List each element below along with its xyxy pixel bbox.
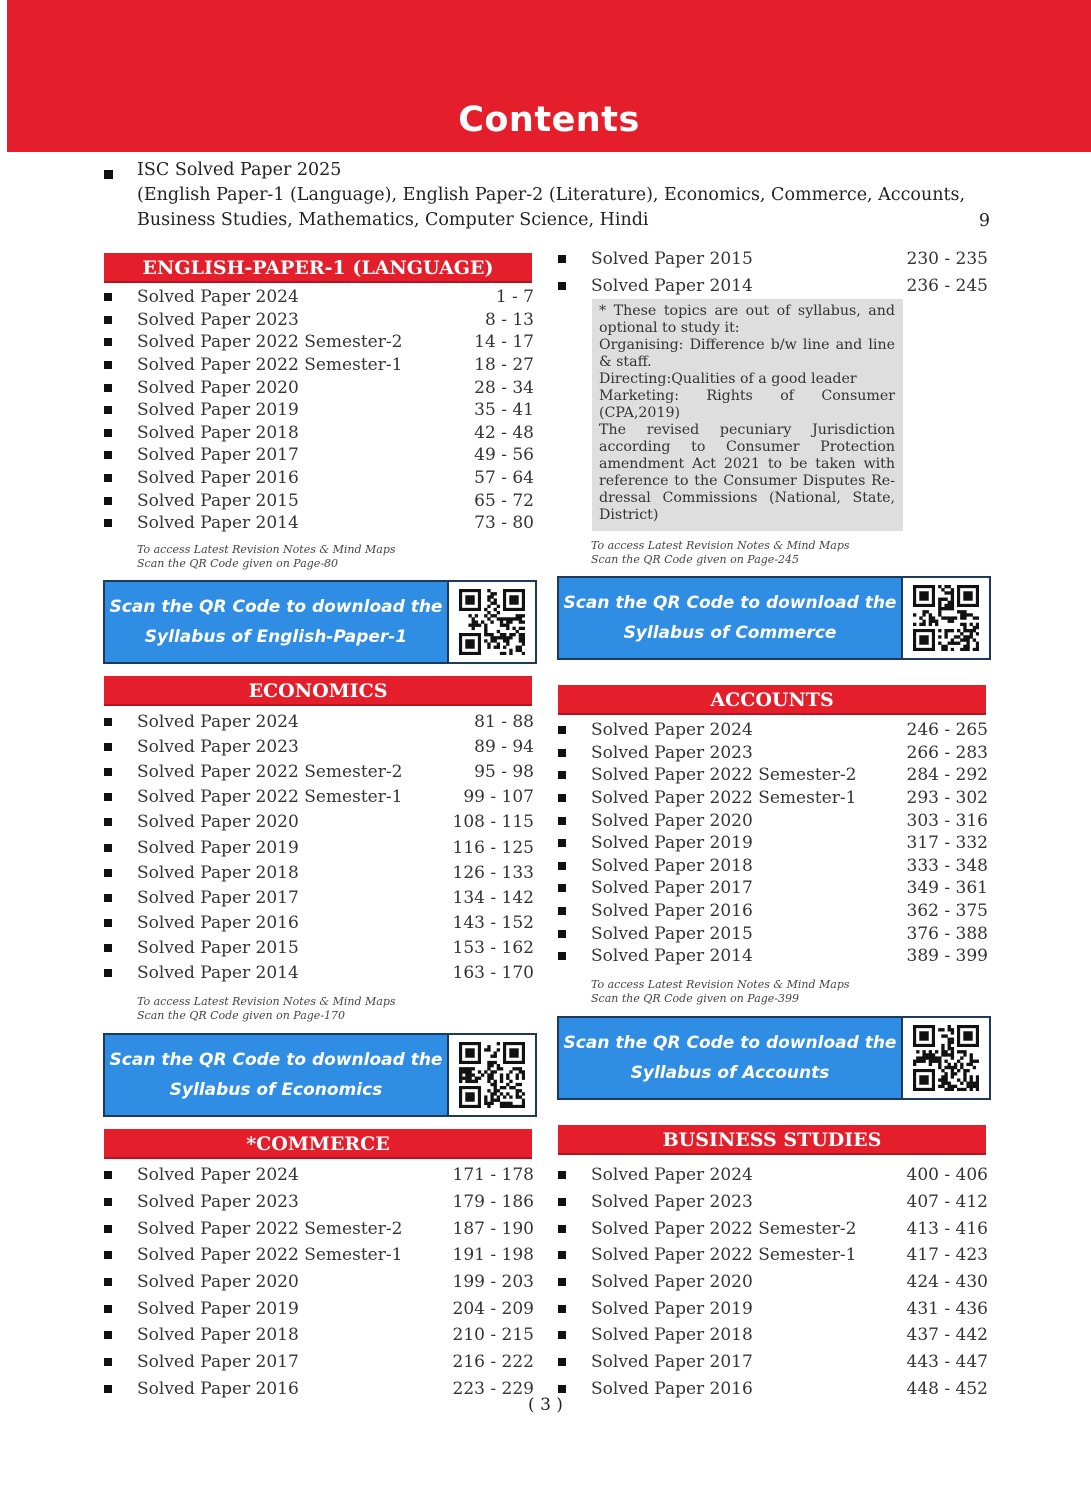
list-item[interactable] bbox=[104, 444, 536, 467]
qr-text-line-1: Scan the QR Code to download the bbox=[109, 1050, 443, 1070]
item-label: Solved Paper 2018 bbox=[137, 1325, 299, 1346]
item-label: Solved Paper 2022 Semester-2 bbox=[591, 765, 857, 786]
list-item[interactable] bbox=[104, 1322, 536, 1349]
bullet-icon bbox=[104, 1305, 112, 1313]
list-item[interactable] bbox=[558, 742, 990, 765]
footnote-line: Organising: Difference b/w line and line & staff. bbox=[599, 337, 895, 370]
bullet-icon bbox=[104, 944, 112, 952]
bullet-icon bbox=[558, 952, 566, 960]
bullet-icon bbox=[104, 316, 112, 324]
page-range: 413 - 416 bbox=[906, 1218, 988, 1239]
bullet-icon bbox=[104, 1198, 112, 1206]
page-range: 230 - 235 bbox=[906, 248, 988, 269]
list-item[interactable] bbox=[104, 512, 536, 535]
page-range: 8 - 13 bbox=[485, 309, 534, 330]
list-item[interactable] bbox=[104, 1269, 536, 1296]
item-label: Solved Paper 2023 bbox=[591, 1192, 753, 1213]
page-range: 163 - 170 bbox=[452, 963, 534, 984]
qr-text-line-2: Syllabus of Commerce bbox=[623, 623, 837, 643]
bullet-icon bbox=[104, 170, 113, 179]
item-label: Solved Paper 2024 bbox=[137, 711, 299, 732]
page-range: 303 - 316 bbox=[906, 810, 988, 831]
page-range: 1 - 7 bbox=[495, 287, 534, 308]
footnote-line: The revised pecuniary Jurisdiction according to Consumer Protection amendment Act 2021 to be taken with reference to the Consumer Disputes Re-dressal Commissions (National, State, District) bbox=[599, 422, 895, 523]
item-label: Solved Paper 2023 bbox=[137, 736, 299, 757]
list-commerce-continued bbox=[558, 245, 990, 299]
page-range: 99 - 107 bbox=[463, 787, 534, 808]
qr-banner-english[interactable] bbox=[103, 580, 537, 664]
page-range: 116 - 125 bbox=[452, 837, 534, 858]
item-label: Solved Paper 2015 bbox=[591, 248, 753, 269]
item-label: Solved Paper 2016 bbox=[137, 1378, 299, 1399]
item-label: Solved Paper 2014 bbox=[137, 513, 299, 534]
bullet-icon bbox=[104, 818, 112, 826]
qr-banner-commerce[interactable] bbox=[557, 576, 991, 660]
intro-line-2: (English Paper-1 (Language), English Paper-2 (Literature), Economics, Commerce, Accounts, bbox=[137, 185, 966, 205]
bullet-icon bbox=[558, 817, 566, 825]
item-label: Solved Paper 2018 bbox=[591, 855, 753, 876]
list-item[interactable] bbox=[558, 922, 990, 945]
item-label: Solved Paper 2024 bbox=[137, 287, 299, 308]
page-range: 431 - 436 bbox=[906, 1298, 988, 1319]
list-item[interactable] bbox=[558, 877, 990, 900]
item-label: Solved Paper 2019 bbox=[591, 1298, 753, 1319]
item-label: Solved Paper 2017 bbox=[591, 878, 753, 899]
page-range: 153 - 162 bbox=[452, 938, 534, 959]
list-item[interactable] bbox=[104, 467, 536, 490]
page-range: 108 - 115 bbox=[452, 812, 534, 833]
bullet-icon bbox=[558, 1358, 566, 1366]
list-item[interactable] bbox=[104, 860, 536, 885]
item-label: Solved Paper 2024 bbox=[591, 1165, 753, 1186]
item-label: Solved Paper 2016 bbox=[591, 901, 753, 922]
page-range: 179 - 186 bbox=[452, 1192, 534, 1213]
page-range: 81 - 88 bbox=[474, 711, 534, 732]
note-line-2: Scan the QR Code given on Page-80 bbox=[137, 557, 339, 570]
item-label: Solved Paper 2018 bbox=[137, 422, 299, 443]
list-item[interactable] bbox=[104, 810, 536, 835]
bullet-icon bbox=[104, 718, 112, 726]
page-range: 333 - 348 bbox=[906, 855, 988, 876]
item-label: Solved Paper 2019 bbox=[137, 400, 299, 421]
list-item[interactable] bbox=[104, 422, 536, 445]
item-label: Solved Paper 2014 bbox=[137, 963, 299, 984]
bullet-icon bbox=[558, 771, 566, 779]
list-commerce bbox=[104, 1162, 536, 1402]
item-label: Solved Paper 2022 Semester-1 bbox=[137, 355, 403, 376]
item-label: Solved Paper 2022 Semester-1 bbox=[591, 1245, 857, 1266]
item-label: Solved Paper 2014 bbox=[591, 275, 753, 296]
page-number: ( 3 ) bbox=[528, 1395, 563, 1415]
bullet-icon bbox=[104, 1358, 112, 1366]
bullet-icon bbox=[558, 255, 566, 263]
bullet-icon bbox=[558, 1171, 566, 1179]
list-item[interactable] bbox=[104, 399, 536, 422]
bullet-icon bbox=[104, 1225, 112, 1233]
item-label: Solved Paper 2017 bbox=[137, 1352, 299, 1373]
page-range: 49 - 56 bbox=[474, 445, 534, 466]
item-label: Solved Paper 2020 bbox=[591, 1272, 753, 1293]
bullet-icon bbox=[104, 969, 112, 977]
page-range: 42 - 48 bbox=[474, 422, 534, 443]
bullet-icon bbox=[558, 1198, 566, 1206]
qr-banner-accounts[interactable] bbox=[557, 1016, 991, 1100]
intro-line-3: Business Studies, Mathematics, Computer Science, Hindi bbox=[137, 210, 649, 230]
revision-note-accounts bbox=[591, 978, 850, 1006]
list-item[interactable] bbox=[104, 376, 536, 399]
bullet-icon bbox=[558, 884, 566, 892]
bullet-icon bbox=[104, 869, 112, 877]
item-label: Solved Paper 2019 bbox=[591, 833, 753, 854]
bullet-icon bbox=[104, 519, 112, 527]
item-label: Solved Paper 2022 Semester-1 bbox=[137, 787, 403, 808]
list-item[interactable] bbox=[558, 832, 990, 855]
bullet-icon bbox=[558, 1385, 566, 1393]
page-range: 376 - 388 bbox=[906, 923, 988, 944]
list-item[interactable] bbox=[558, 787, 990, 810]
item-label: Solved Paper 2016 bbox=[591, 1378, 753, 1399]
qr-text-line-1: Scan the QR Code to download the bbox=[563, 1033, 897, 1053]
item-label: Solved Paper 2022 Semester-2 bbox=[137, 332, 403, 353]
bullet-icon bbox=[104, 1251, 112, 1259]
bullet-icon bbox=[104, 1385, 112, 1393]
qr-text-line-1: Scan the QR Code to download the bbox=[109, 597, 443, 617]
section-title-accounts: ACCOUNTS bbox=[558, 685, 986, 715]
section-title-economics: ECONOMICS bbox=[104, 676, 532, 706]
bullet-icon bbox=[104, 768, 112, 776]
list-item[interactable] bbox=[558, 719, 990, 742]
page-range: 362 - 375 bbox=[906, 901, 988, 922]
item-label: Solved Paper 2015 bbox=[137, 490, 299, 511]
page-range: 210 - 215 bbox=[452, 1325, 534, 1346]
bullet-icon bbox=[558, 749, 566, 757]
qr-code-icon[interactable] bbox=[901, 1018, 989, 1098]
item-label: Solved Paper 2016 bbox=[137, 468, 299, 489]
bullet-icon bbox=[104, 497, 112, 505]
list-item[interactable] bbox=[104, 911, 536, 936]
page-range: 266 - 283 bbox=[906, 742, 988, 763]
qr-code-icon[interactable] bbox=[447, 582, 535, 662]
page-range: 73 - 80 bbox=[474, 513, 534, 534]
page-range: 143 - 152 bbox=[452, 913, 534, 934]
bullet-icon bbox=[104, 293, 112, 301]
item-label: Solved Paper 2018 bbox=[137, 862, 299, 883]
list-item[interactable] bbox=[104, 709, 536, 734]
footnote-line: Marketing: Rights of Consumer (CPA,2019) bbox=[599, 388, 895, 421]
bullet-icon bbox=[558, 1251, 566, 1259]
list-economics bbox=[104, 709, 536, 986]
page-range: 389 - 399 bbox=[906, 946, 988, 967]
list-item[interactable] bbox=[104, 1295, 536, 1322]
bullet-icon bbox=[104, 384, 112, 392]
qr-text bbox=[105, 582, 447, 662]
item-label: Solved Paper 2022 Semester-2 bbox=[137, 1218, 403, 1239]
page-range: 65 - 72 bbox=[474, 490, 534, 511]
intro-page-number: 9 bbox=[978, 211, 990, 231]
item-label: Solved Paper 2024 bbox=[591, 720, 753, 741]
page-range: 18 - 27 bbox=[474, 355, 534, 376]
item-label: Solved Paper 2023 bbox=[137, 309, 299, 330]
page-range: 293 - 302 bbox=[906, 788, 988, 809]
bullet-icon bbox=[104, 894, 112, 902]
list-accounts bbox=[558, 719, 990, 968]
list-item[interactable] bbox=[104, 354, 536, 377]
item-label: Solved Paper 2017 bbox=[137, 887, 299, 908]
list-english bbox=[104, 286, 536, 535]
item-label: Solved Paper 2024 bbox=[137, 1165, 299, 1186]
item-label: Solved Paper 2015 bbox=[137, 938, 299, 959]
item-label: Solved Paper 2018 bbox=[591, 1325, 753, 1346]
page-range: 95 - 98 bbox=[474, 761, 534, 782]
page-range: 204 - 209 bbox=[452, 1298, 534, 1319]
footnote-line: * These topics are out of syllabus, and optional to study it: bbox=[599, 303, 895, 336]
qr-text-line-2: Syllabus of Economics bbox=[169, 1080, 383, 1100]
item-label: Solved Paper 2020 bbox=[137, 812, 299, 833]
qr-text-line-2: Syllabus of Accounts bbox=[630, 1063, 830, 1083]
qr-text-line-2: Syllabus of English-Paper-1 bbox=[144, 627, 408, 647]
list-item[interactable] bbox=[558, 1215, 990, 1242]
page-range: 187 - 190 bbox=[452, 1218, 534, 1239]
list-item[interactable] bbox=[104, 489, 536, 512]
page-range: 437 - 442 bbox=[906, 1325, 988, 1346]
bullet-icon bbox=[558, 930, 566, 938]
list-item[interactable] bbox=[558, 1242, 990, 1269]
header-banner bbox=[7, 0, 1091, 152]
item-label: Solved Paper 2020 bbox=[137, 377, 299, 398]
item-label: Solved Paper 2022 Semester-1 bbox=[137, 1245, 403, 1266]
list-item[interactable] bbox=[558, 1322, 990, 1349]
bullet-icon bbox=[104, 793, 112, 801]
page-range: 400 - 406 bbox=[906, 1165, 988, 1186]
page-range: 14 - 17 bbox=[474, 332, 534, 353]
list-item[interactable] bbox=[558, 1295, 990, 1322]
page-range: 407 - 412 bbox=[906, 1192, 988, 1213]
bullet-icon bbox=[104, 338, 112, 346]
item-label: Solved Paper 2019 bbox=[137, 837, 299, 858]
qr-text bbox=[559, 1018, 901, 1098]
note-line-1: To access Latest Revision Notes & Mind Maps bbox=[137, 543, 396, 556]
bullet-icon bbox=[104, 361, 112, 369]
list-item[interactable] bbox=[104, 286, 536, 309]
revision-note-economics bbox=[137, 995, 396, 1023]
list-item[interactable] bbox=[104, 835, 536, 860]
item-label: Solved Paper 2022 Semester-2 bbox=[137, 761, 403, 782]
item-label: Solved Paper 2022 Semester-1 bbox=[591, 788, 857, 809]
note-line-2: Scan the QR Code given on Page-399 bbox=[591, 992, 800, 1005]
intro-line-1: ISC Solved Paper 2025 bbox=[137, 160, 342, 180]
qr-code-icon[interactable] bbox=[901, 578, 989, 658]
bullet-icon bbox=[104, 1278, 112, 1286]
bullet-icon bbox=[558, 282, 566, 290]
list-item[interactable] bbox=[558, 1189, 990, 1216]
note-line-1: To access Latest Revision Notes & Mind Maps bbox=[137, 995, 396, 1008]
page-range: 216 - 222 bbox=[452, 1352, 534, 1373]
item-label: Solved Paper 2020 bbox=[137, 1272, 299, 1293]
page-range: 417 - 423 bbox=[906, 1245, 988, 1266]
list-item[interactable] bbox=[558, 1269, 990, 1296]
list-item[interactable] bbox=[104, 885, 536, 910]
bullet-icon bbox=[558, 1278, 566, 1286]
bullet-icon bbox=[104, 429, 112, 437]
item-label: Solved Paper 2017 bbox=[137, 445, 299, 466]
bullet-icon bbox=[104, 1331, 112, 1339]
bullet-icon bbox=[558, 862, 566, 870]
list-item[interactable] bbox=[558, 1349, 990, 1376]
section-title-english: ENGLISH-PAPER-1 (LANGUAGE) bbox=[104, 253, 532, 283]
list-item[interactable] bbox=[104, 1189, 536, 1216]
page-range: 191 - 198 bbox=[452, 1245, 534, 1266]
revision-note-english bbox=[137, 543, 396, 571]
section-title-commerce: *COMMERCE bbox=[104, 1129, 532, 1159]
bullet-icon bbox=[558, 1225, 566, 1233]
bullet-icon bbox=[104, 844, 112, 852]
page-range: 349 - 361 bbox=[906, 878, 988, 899]
bullet-icon bbox=[104, 406, 112, 414]
list-item[interactable] bbox=[558, 272, 990, 299]
list-item[interactable] bbox=[104, 309, 536, 332]
page-range: 424 - 430 bbox=[906, 1272, 988, 1293]
list-item[interactable] bbox=[104, 734, 536, 759]
note-line-1: To access Latest Revision Notes & Mind Maps bbox=[591, 539, 850, 552]
page-range: 246 - 265 bbox=[906, 720, 988, 741]
qr-code-icon[interactable] bbox=[447, 1035, 535, 1115]
list-item[interactable] bbox=[558, 945, 990, 968]
item-label: Solved Paper 2015 bbox=[591, 923, 753, 944]
list-item[interactable] bbox=[104, 331, 536, 354]
qr-text bbox=[559, 578, 901, 658]
list-item[interactable] bbox=[104, 785, 536, 810]
item-label: Solved Paper 2023 bbox=[591, 742, 753, 763]
page-range: 443 - 447 bbox=[906, 1352, 988, 1373]
list-item[interactable] bbox=[104, 1215, 536, 1242]
page-range: 28 - 34 bbox=[474, 377, 534, 398]
list-item[interactable] bbox=[104, 1349, 536, 1376]
bullet-icon bbox=[558, 907, 566, 915]
list-item[interactable] bbox=[558, 900, 990, 923]
item-label: Solved Paper 2022 Semester-2 bbox=[591, 1218, 857, 1239]
list-item[interactable] bbox=[104, 961, 536, 986]
bullet-icon bbox=[558, 839, 566, 847]
page-range: 236 - 245 bbox=[906, 275, 988, 296]
item-label: Solved Paper 2020 bbox=[591, 810, 753, 831]
page-range: 126 - 133 bbox=[452, 862, 534, 883]
list-item[interactable] bbox=[558, 764, 990, 787]
page-range: 134 - 142 bbox=[452, 887, 534, 908]
list-item[interactable] bbox=[104, 1242, 536, 1269]
note-line-2: Scan the QR Code given on Page-170 bbox=[137, 1009, 346, 1022]
bullet-icon bbox=[104, 743, 112, 751]
list-item[interactable] bbox=[558, 1162, 990, 1189]
bullet-icon bbox=[104, 451, 112, 459]
list-item[interactable] bbox=[104, 1162, 536, 1189]
page-range: 199 - 203 bbox=[452, 1272, 534, 1293]
qr-text-line-1: Scan the QR Code to download the bbox=[563, 593, 897, 613]
page-range: 35 - 41 bbox=[474, 400, 534, 421]
page-range: 171 - 178 bbox=[452, 1165, 534, 1186]
bullet-icon bbox=[558, 1305, 566, 1313]
page-range: 448 - 452 bbox=[906, 1378, 988, 1399]
list-business-studies bbox=[558, 1162, 990, 1402]
list-item[interactable] bbox=[558, 245, 990, 272]
commerce-footnote bbox=[592, 299, 903, 531]
qr-banner-economics[interactable] bbox=[103, 1033, 537, 1117]
item-label: Solved Paper 2023 bbox=[137, 1192, 299, 1213]
bullet-icon bbox=[558, 726, 566, 734]
page-range: 317 - 332 bbox=[906, 833, 988, 854]
item-label: Solved Paper 2016 bbox=[137, 913, 299, 934]
page-range: 223 - 229 bbox=[452, 1378, 534, 1399]
list-item[interactable] bbox=[104, 759, 536, 784]
section-title-business-studies: BUSINESS STUDIES bbox=[558, 1125, 986, 1155]
note-line-1: To access Latest Revision Notes & Mind Maps bbox=[591, 978, 850, 991]
note-line-2: Scan the QR Code given on Page-245 bbox=[591, 553, 800, 566]
qr-text bbox=[105, 1035, 447, 1115]
page-range: 284 - 292 bbox=[906, 765, 988, 786]
page-range: 89 - 94 bbox=[474, 736, 534, 757]
bullet-icon bbox=[558, 1331, 566, 1339]
bullet-icon bbox=[104, 919, 112, 927]
bullet-icon bbox=[104, 474, 112, 482]
footnote-line: Directing:Qualities of a good leader bbox=[599, 371, 857, 387]
bullet-icon bbox=[104, 1171, 112, 1179]
list-item[interactable] bbox=[558, 809, 990, 832]
list-item[interactable] bbox=[558, 855, 990, 878]
item-label: Solved Paper 2019 bbox=[137, 1298, 299, 1319]
page-title: Contents bbox=[458, 100, 640, 140]
bullet-icon bbox=[558, 794, 566, 802]
item-label: Solved Paper 2014 bbox=[591, 946, 753, 967]
page-range: 57 - 64 bbox=[474, 468, 534, 489]
list-item[interactable] bbox=[104, 936, 536, 961]
item-label: Solved Paper 2017 bbox=[591, 1352, 753, 1373]
revision-note-commerce bbox=[591, 539, 850, 567]
